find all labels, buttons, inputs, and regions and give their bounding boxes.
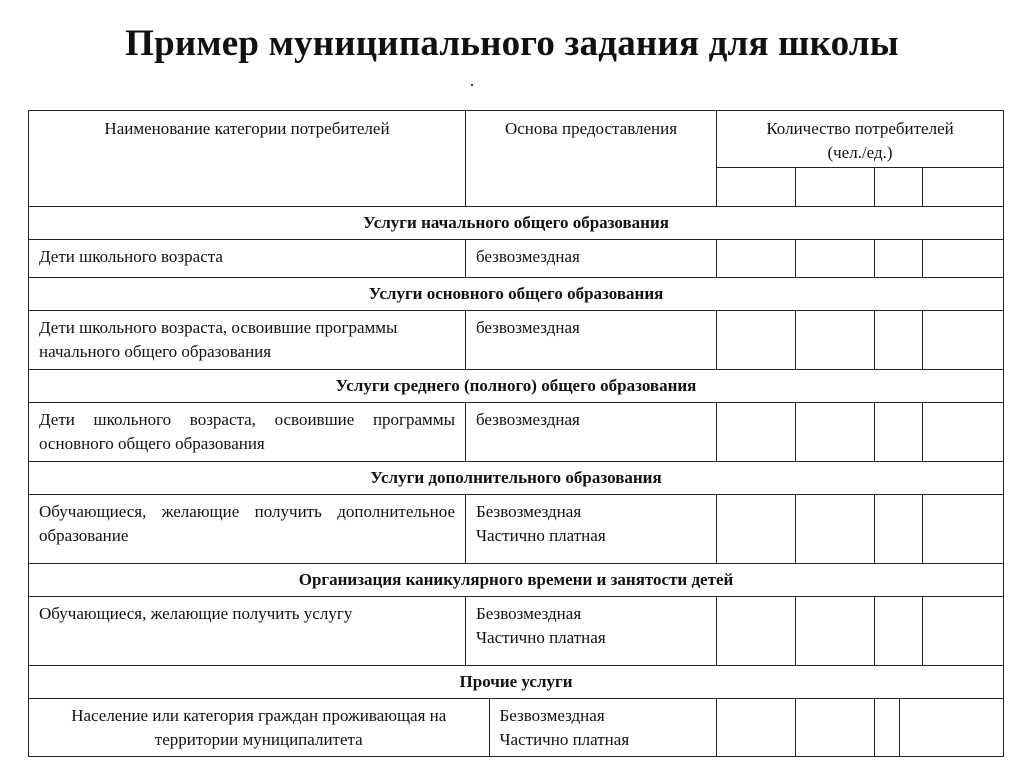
header-count [717, 111, 1004, 168]
count-cell [796, 240, 875, 278]
basis-cell [466, 240, 717, 278]
section-row [29, 370, 1004, 403]
header-count-line1: Количество потребителей [766, 119, 954, 138]
count-cell-inner [875, 699, 1004, 756]
municipal-task-table [28, 110, 1004, 757]
basis-cell [466, 311, 717, 370]
count-cell [875, 597, 923, 666]
count-cell [875, 240, 923, 278]
basis-line: Безвозмездная [476, 502, 582, 521]
basis-line: Безвозмездная [476, 604, 582, 623]
section-row [29, 666, 1004, 699]
section-title: Услуги начального общего образования [29, 207, 1004, 240]
count-cell [796, 699, 875, 757]
count-cell-split [875, 699, 1004, 757]
section-row [29, 207, 1004, 240]
header-count-line2: (чел./ед.) [827, 143, 893, 162]
stray-dot [471, 84, 473, 86]
count-cell [875, 403, 923, 462]
basis-line: Частично платная [476, 526, 606, 545]
section-title: Услуги дополнительного образования [29, 462, 1004, 495]
count-cell [796, 495, 875, 564]
count-cell [717, 495, 796, 564]
table-row [29, 597, 1004, 666]
table-row [29, 240, 1004, 278]
basis-cell [466, 403, 717, 462]
count-cell [923, 597, 1004, 666]
count-cell [899, 699, 1004, 756]
count-cell [875, 699, 899, 756]
count-cell [875, 311, 923, 370]
category-cell: Дети школьного возраста, освоившие программы основного общего образования [29, 403, 466, 462]
last-row-inner [29, 699, 717, 756]
section-row [29, 462, 1004, 495]
header-count-sub-1 [717, 168, 796, 207]
count-cell [717, 311, 796, 370]
basis-line: Безвозмездная [499, 706, 605, 725]
count-cell [875, 495, 923, 564]
category-cell: Обучающиеся, желающие получить услугу [29, 597, 466, 666]
count-cell [717, 597, 796, 666]
basis-line: безвозмездная [476, 318, 580, 337]
section-title: Организация каникулярного времени и занятости детей [29, 564, 1004, 597]
header-category: Наименование категории потребителей [29, 111, 466, 207]
basis-line: Частично платная [476, 628, 606, 647]
table-row [29, 311, 1004, 370]
basis-line: безвозмездная [476, 247, 580, 266]
table-row [29, 699, 1004, 757]
count-cell [717, 699, 796, 757]
category-cell: Дети школьного возраста [29, 240, 466, 278]
basis-cell [466, 495, 717, 564]
count-cell [717, 403, 796, 462]
count-cell [717, 240, 796, 278]
category-cell: Обучающиеся, желающие получить дополнительное образование [29, 495, 466, 564]
section-row [29, 278, 1004, 311]
basis-cell [466, 597, 717, 666]
table-row [29, 403, 1004, 462]
count-cell [796, 311, 875, 370]
last-row-split [29, 699, 717, 757]
count-cell [796, 597, 875, 666]
count-cell [796, 403, 875, 462]
section-row [29, 564, 1004, 597]
count-cell [923, 240, 1004, 278]
table-row [29, 495, 1004, 564]
count-cell [923, 495, 1004, 564]
category-cell: Дети школьного возраста, освоившие программы начального общего образования [29, 311, 466, 370]
basis-line: безвозмездная [476, 410, 580, 429]
section-title: Услуги среднего (полного) общего образования [29, 370, 1004, 403]
header-count-sub-2 [796, 168, 875, 207]
basis-line: Частично платная [499, 730, 630, 749]
count-cell [923, 403, 1004, 462]
page-title: Пример муниципального задания для школы [125, 23, 899, 64]
count-cell [923, 311, 1004, 370]
header-basis: Основа предоставления [466, 111, 717, 207]
category-cell: Население или категория граждан проживающая на территории муниципалитета [29, 699, 489, 756]
section-title: Прочие услуги [29, 666, 1004, 699]
header-count-sub-4 [923, 168, 1004, 207]
section-title: Услуги основного общего образования [29, 278, 1004, 311]
basis-cell [489, 699, 717, 756]
header-count-sub-3 [875, 168, 923, 207]
